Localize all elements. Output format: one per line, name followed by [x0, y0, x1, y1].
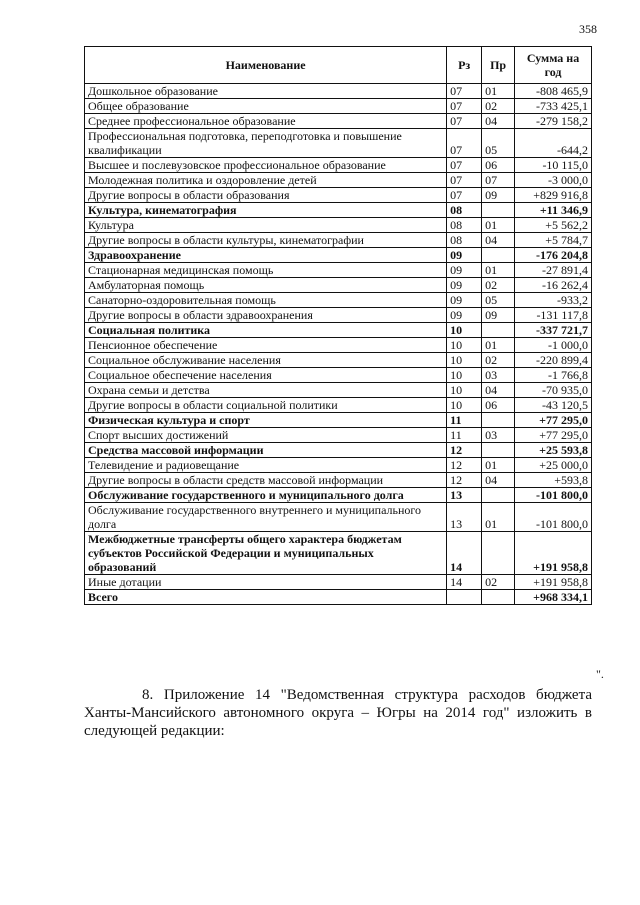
row-sum-cell: -220 899,4 [515, 353, 592, 368]
row-pr-cell: 01 [482, 338, 515, 353]
row-name-cell: Пенсионное обеспечение [85, 338, 447, 353]
row-rz-cell: 07 [447, 188, 482, 203]
row-name-cell: Амбулаторная помощь [85, 278, 447, 293]
table-row [85, 263, 592, 278]
page-number: 358 [579, 22, 597, 36]
row-pr-cell [482, 590, 515, 605]
row-rz-cell: 13 [447, 488, 482, 503]
row-rz-cell: 07 [447, 129, 482, 158]
row-pr-cell: 03 [482, 428, 515, 443]
row-name-cell: Другие вопросы в области социальной политики [85, 398, 447, 413]
table-row [85, 575, 592, 590]
row-name-cell: Межбюджетные трансферты общего характера бюджетам субъектов Российской Федерации и муниципальных образований [85, 532, 447, 575]
row-name-cell: Средства массовой информации [85, 443, 447, 458]
row-name-cell: Молодежная политика и оздоровление детей [85, 173, 447, 188]
row-rz-cell: 12 [447, 443, 482, 458]
table-row [85, 158, 592, 173]
row-sum-cell: +593,8 [515, 473, 592, 488]
table-row [85, 590, 592, 605]
budget-table [84, 46, 592, 605]
header-sum: Сумма на год [515, 47, 592, 84]
row-pr-cell: 06 [482, 398, 515, 413]
row-name-cell: Социальное обслуживание населения [85, 353, 447, 368]
table-row [85, 353, 592, 368]
row-pr-cell: 03 [482, 368, 515, 383]
row-sum-cell: -101 800,0 [515, 503, 592, 532]
row-pr-cell: 01 [482, 84, 515, 99]
row-sum-cell: -43 120,5 [515, 398, 592, 413]
table-row [85, 114, 592, 129]
row-rz-cell: 09 [447, 248, 482, 263]
row-rz-cell: 07 [447, 114, 482, 129]
table-row [85, 532, 592, 575]
table-row [85, 368, 592, 383]
row-sum-cell: +968 334,1 [515, 590, 592, 605]
row-pr-cell [482, 532, 515, 575]
row-sum-cell: +5 784,7 [515, 233, 592, 248]
table-row [85, 278, 592, 293]
row-rz-cell: 12 [447, 473, 482, 488]
row-sum-cell: -733 425,1 [515, 99, 592, 114]
row-name-cell: Стационарная медицинская помощь [85, 263, 447, 278]
row-pr-cell: 01 [482, 503, 515, 532]
table-row [85, 458, 592, 473]
row-rz-cell: 13 [447, 503, 482, 532]
row-name-cell: Телевидение и радиовещание [85, 458, 447, 473]
table-row [85, 338, 592, 353]
row-name-cell: Культура, кинематография [85, 203, 447, 218]
row-sum-cell: -1 000,0 [515, 338, 592, 353]
row-name-cell: Санаторно-оздоровительная помощь [85, 293, 447, 308]
row-rz-cell: 07 [447, 173, 482, 188]
row-sum-cell: -10 115,0 [515, 158, 592, 173]
row-sum-cell: -1 766,8 [515, 368, 592, 383]
row-sum-cell: -27 891,4 [515, 263, 592, 278]
row-sum-cell: -279 158,2 [515, 114, 592, 129]
row-name-cell: Культура [85, 218, 447, 233]
row-pr-cell: 09 [482, 308, 515, 323]
row-sum-cell: +25 593,8 [515, 443, 592, 458]
table-row [85, 293, 592, 308]
table-row [85, 218, 592, 233]
row-rz-cell: 10 [447, 323, 482, 338]
row-pr-cell [482, 413, 515, 428]
row-pr-cell: 04 [482, 233, 515, 248]
header-rz: Рз [447, 47, 482, 84]
table-row [85, 99, 592, 114]
table-body [85, 84, 592, 605]
table-header-row [85, 47, 592, 84]
table-row [85, 323, 592, 338]
row-pr-cell: 02 [482, 99, 515, 114]
row-sum-cell: -3 000,0 [515, 173, 592, 188]
row-name-cell: Высшее и послевузовское профессиональное образование [85, 158, 447, 173]
row-rz-cell: 09 [447, 278, 482, 293]
row-pr-cell: 06 [482, 158, 515, 173]
paragraph-text: 8. Приложение 14 "Ведомственная структура расходов бюджета Ханты-Мансийского автономного округа – Югры на 2014 год" изложить в следующей редакции: [84, 687, 592, 739]
row-rz-cell: 08 [447, 218, 482, 233]
row-pr-cell [482, 248, 515, 263]
row-pr-cell [482, 203, 515, 218]
row-name-cell: Спорт высших достижений [85, 428, 447, 443]
table-row [85, 308, 592, 323]
row-name-cell: Другие вопросы в области культуры, кинематографии [85, 233, 447, 248]
row-name-cell: Среднее профессиональное образование [85, 114, 447, 129]
row-pr-cell: 01 [482, 218, 515, 233]
row-pr-cell: 02 [482, 575, 515, 590]
table-row [85, 188, 592, 203]
row-sum-cell: +77 295,0 [515, 413, 592, 428]
table-row [85, 473, 592, 488]
row-name-cell: Физическая культура и спорт [85, 413, 447, 428]
row-name-cell: Социальное обеспечение населения [85, 368, 447, 383]
row-sum-cell: -933,2 [515, 293, 592, 308]
row-sum-cell: +191 958,8 [515, 532, 592, 575]
row-sum-cell: +191 958,8 [515, 575, 592, 590]
row-rz-cell: 10 [447, 338, 482, 353]
row-sum-cell: -337 721,7 [515, 323, 592, 338]
row-pr-cell: 01 [482, 263, 515, 278]
row-rz-cell: 14 [447, 532, 482, 575]
row-name-cell: Общее образование [85, 99, 447, 114]
row-rz-cell: 08 [447, 233, 482, 248]
row-rz-cell: 09 [447, 263, 482, 278]
row-pr-cell: 01 [482, 458, 515, 473]
row-rz-cell: 10 [447, 398, 482, 413]
row-sum-cell: +11 346,9 [515, 203, 592, 218]
row-name-cell: Профессиональная подготовка, переподготовка и повышение квалификации [85, 129, 447, 158]
row-sum-cell: -644,2 [515, 129, 592, 158]
row-sum-cell: +25 000,0 [515, 458, 592, 473]
closing-quote: ". [596, 667, 604, 681]
row-pr-cell: 04 [482, 473, 515, 488]
header-pr: Пр [482, 47, 515, 84]
table-row [85, 129, 592, 158]
row-pr-cell [482, 488, 515, 503]
row-sum-cell: +5 562,2 [515, 218, 592, 233]
row-sum-cell: -101 800,0 [515, 488, 592, 503]
row-name-cell: Обслуживание государственного и муниципального долга [85, 488, 447, 503]
row-pr-cell: 04 [482, 114, 515, 129]
row-sum-cell: +77 295,0 [515, 428, 592, 443]
row-pr-cell: 04 [482, 383, 515, 398]
row-pr-cell [482, 323, 515, 338]
row-rz-cell: 11 [447, 413, 482, 428]
row-rz-cell: 10 [447, 353, 482, 368]
table-row [85, 488, 592, 503]
row-sum-cell: -131 117,8 [515, 308, 592, 323]
row-name-cell: Здравоохранение [85, 248, 447, 263]
row-rz-cell: 07 [447, 84, 482, 99]
row-rz-cell: 14 [447, 575, 482, 590]
row-name-cell: Другие вопросы в области образования [85, 188, 447, 203]
row-pr-cell: 09 [482, 188, 515, 203]
row-name-cell: Иные дотации [85, 575, 447, 590]
row-rz-cell: 11 [447, 428, 482, 443]
row-pr-cell: 05 [482, 129, 515, 158]
row-rz-cell: 08 [447, 203, 482, 218]
table-row [85, 383, 592, 398]
row-sum-cell: +829 916,8 [515, 188, 592, 203]
row-rz-cell: 12 [447, 458, 482, 473]
header-name: Наименование [85, 47, 447, 84]
row-rz-cell: 09 [447, 293, 482, 308]
row-name-cell: Всего [85, 590, 447, 605]
table-row [85, 233, 592, 248]
row-rz-cell: 07 [447, 158, 482, 173]
row-pr-cell [482, 443, 515, 458]
table-row [85, 84, 592, 99]
row-rz-cell: 07 [447, 99, 482, 114]
row-rz-cell: 10 [447, 368, 482, 383]
table-row [85, 428, 592, 443]
table-row [85, 203, 592, 218]
row-name-cell: Социальная политика [85, 323, 447, 338]
row-pr-cell: 05 [482, 293, 515, 308]
row-pr-cell: 02 [482, 353, 515, 368]
row-name-cell: Другие вопросы в области средств массовой информации [85, 473, 447, 488]
row-pr-cell: 02 [482, 278, 515, 293]
table-row [85, 443, 592, 458]
row-rz-cell [447, 590, 482, 605]
row-name-cell: Обслуживание государственного внутреннего и муниципального долга [85, 503, 447, 532]
row-sum-cell: -70 935,0 [515, 383, 592, 398]
amendment-paragraph [84, 686, 592, 740]
table-row [85, 503, 592, 532]
table-row [85, 413, 592, 428]
row-rz-cell: 10 [447, 383, 482, 398]
table-row [85, 173, 592, 188]
row-name-cell: Дошкольное образование [85, 84, 447, 99]
row-name-cell: Охрана семьи и детства [85, 383, 447, 398]
row-rz-cell: 09 [447, 308, 482, 323]
row-sum-cell: -16 262,4 [515, 278, 592, 293]
row-sum-cell: -808 465,9 [515, 84, 592, 99]
row-pr-cell: 07 [482, 173, 515, 188]
row-name-cell: Другие вопросы в области здравоохранения [85, 308, 447, 323]
table-row [85, 398, 592, 413]
row-sum-cell: -176 204,8 [515, 248, 592, 263]
table-row [85, 248, 592, 263]
